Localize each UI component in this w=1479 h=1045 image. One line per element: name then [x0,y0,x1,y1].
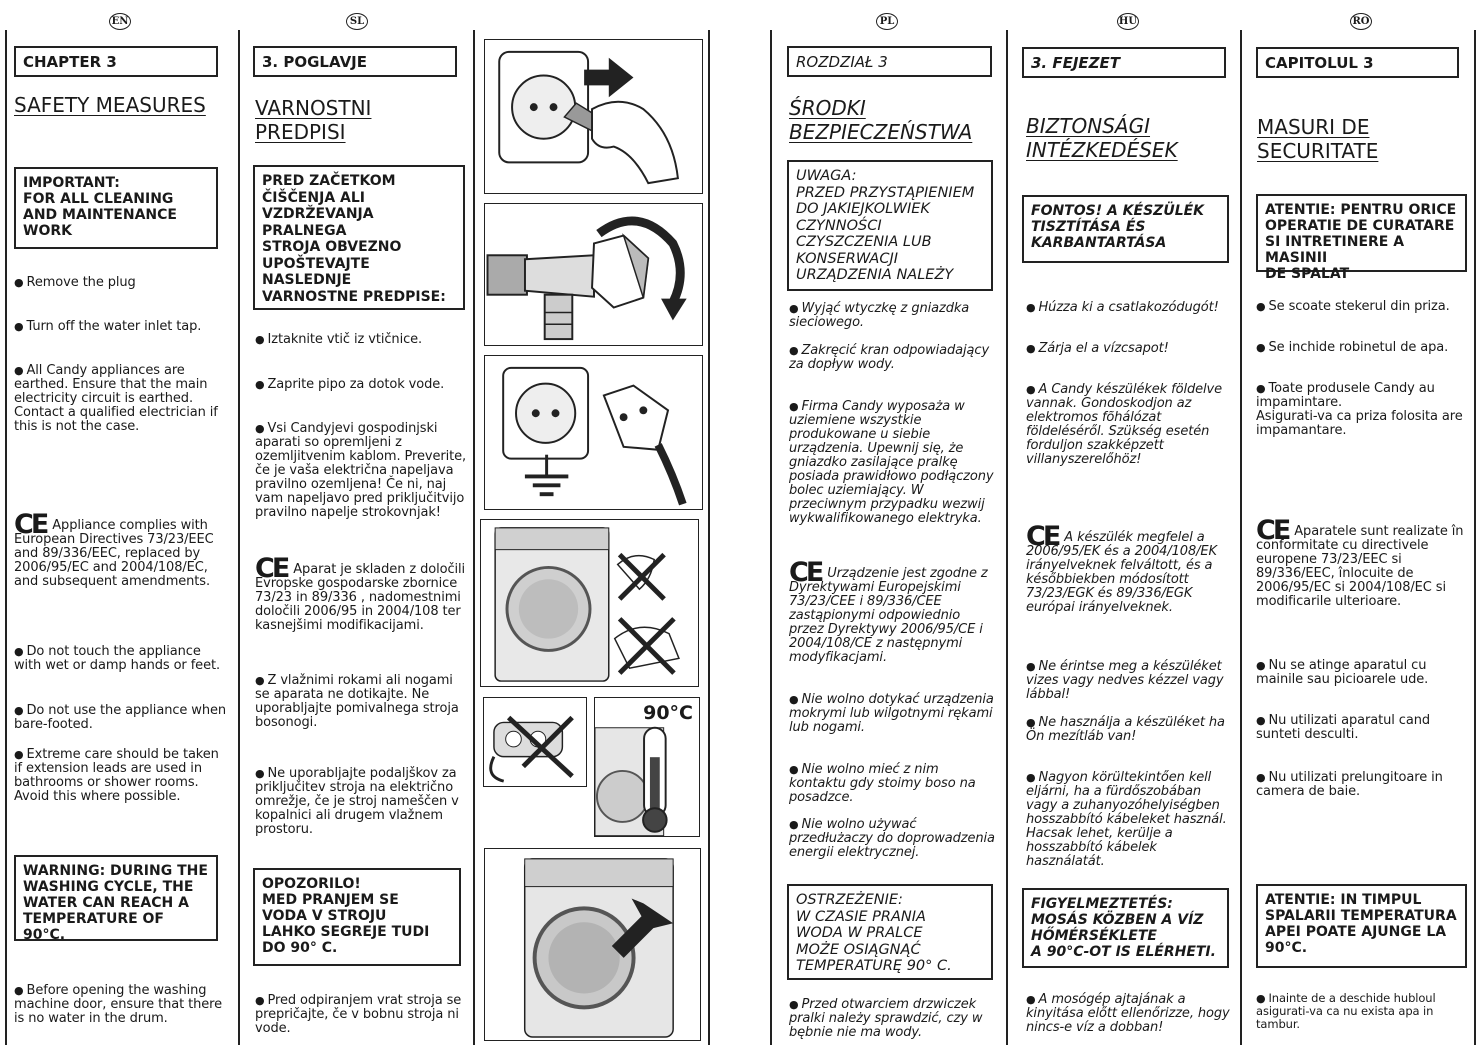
chapter-heading: CHAPTER 3 [14,46,218,77]
temperature-label: 90°C [643,702,693,724]
list-item: ● Nagyon körültekintően kell eljárni, ha a fürdőszobában vagy a zuhanyozóhelyiségben hosszabbító kábeleket használ. Hacsak lehet, kerülje a hosszabbító kábelek használatát. [1026,770,1227,869]
section-title: ŚRODKI BEZPIECZEŃSTWA [789,96,973,144]
thermometer-90-icon [594,697,700,837]
important-box: PRED ZAČETKOM ČIŠČENJA ALI VZDRŽEVANJA PRALNEGA STROJA OBVEZNO UPOŠTEVAJTE NASLEDNJE VARNOSTNE PREDPISE: [253,165,465,310]
earthed-socket-icon [484,355,703,510]
list-item: ● Wyjąć wtyczkę z gniazdka sieciowego. [789,301,970,330]
ce-mark-icon: CE [14,509,47,540]
list-item: ● Húzza ki a csatlakozódugót! [1026,300,1219,315]
list-item: ● Iztaknite vtič iz vtičnice. [255,332,423,347]
divider-line [473,30,475,1045]
list-item: ● Extreme care should be taken if extension leads are used in bathrooms or shower rooms. Avoid this where possible. [14,747,219,804]
section-title: MASURI DE SECURITATE [1257,115,1379,163]
water-tap-icon [484,203,703,346]
list-item: ● A Candy készülékek földelve vannak. Gondoskodjon az elektromos fõhálózat földeléséről. Szükség esetén forduljon szakképzett villanyszerelőhöz! [1026,382,1223,467]
list-item: ● Nie wolno dotykać urządzenia mokrymi lub wilgotnymi rękami lub nogami. [789,692,994,735]
list-item: ● Do not touch the appliance with wet or damp hands or feet. [14,644,221,673]
important-box: FONTOS! A KÉSZÜLÉK TISZTÍTÁSA ÉS KARBANTARTÁSA [1022,195,1229,263]
no-wet-hands-icon [480,519,699,687]
list-item: ● Ne érintse meg a készüléket vizes vagy nedves kézzel vagy lábbal! [1026,659,1224,702]
list-item: CE Appliance complies with European Directives 73/23/EEC and 89/336/EEC, replaced by 2006/95/EC and 2004/108/EC, and subsequent amendments. [14,509,214,589]
list-item: ● All Candy appliances are earthed. Ensure that the main electricity circuit is earthed. Contact a qualified electrician if this is not the case. [14,363,218,434]
divider-line [1474,30,1476,1045]
chapter-heading: 3. FEJEZET [1022,47,1226,78]
divider-line [5,30,7,1045]
list-item: ● A mosógép ajtajának a kinyitása előtt ellenőrizze, hogy nincs-e víz a dobban! [1026,992,1230,1035]
important-box: IMPORTANT: FOR ALL CLEANING AND MAINTENANCE WORK [14,167,218,249]
list-item: ● Przed otwarciem drzwiczek pralki należy sprawdzić, czy w bębnie nie ma wody. [789,997,983,1040]
list-item: ● Nu utilizati aparatul cand sunteti desculti. [1256,713,1430,742]
list-item: CE A készülék megfelel a 2006/95/EK és a 2004/108/EK irányelveknek felváltott, és a későbbiekben módosított 73/23/EGK és 89/336/EGK európai irányelveknek. [1026,521,1217,615]
important-box: UWAGA: PRZED PRZYSTĄPIENIEM DO JAKIEJKOLWIEK CZYNNOŚCI CZYSZCZENIA LUB KONSERWACJI URZĄDZENIA NALEŻY [787,160,993,291]
divider-line [708,30,710,1045]
list-item: ● Vsi Candyjevi gospodinjski aparati so opremljeni z ozemljitvenim kablom. Preverite, če je vaša električna napeljava pravilno ozemljena! Če ni, naj vam napeljavo pred priključitvijo pravilno napelje strokovnjak! [255,421,467,520]
divider-line [238,30,240,1045]
chapter-heading: ROZDZIAŁ 3 [787,46,992,77]
list-item: ● Do not use the appliance when bare-footed. [14,703,227,732]
divider-line [1240,30,1242,1045]
list-item: ● Firma Candy wyposaża w uziemiene wszystkie produkowane u siebie urządzenia. Upewnij się, że gniazdko zasilające pralkę posiada prawidłowo podłączony bolec uziemiający. W przeciwnym przypadku wezwij wykwalifikowanego elektryka. [789,399,994,526]
chapter-heading: 3. POGLAVJE [253,46,457,77]
divider-line [770,30,772,1045]
ce-mark-icon: CE [789,557,822,588]
list-item: ● Nu utilizati prelungitoare in camera de baie. [1256,770,1443,799]
language-badge-sl: SL [342,10,372,32]
language-badge-en: EN [105,10,135,32]
list-item: CE Aparat je skladen z določili Evropske gospodarske zbornice 73/23 in 89/336 , nadomestnimi določili 2006/95 in 2004/108 ter kasnejšimi modifikacijami. [255,553,466,633]
unplug-plug-icon [484,39,703,194]
warning-box: OSTRZEŻENIE: W CZASIE PRANIA WODA W PRALCE MOŻE OSIĄGNĄĆ TEMPERATURĘ 90° C. [787,884,993,980]
list-item: CE Urządzenie jest zgodne z Dyrektywami Europejskimi 73/23/CEE i 89/336/CEE zastąpionymi odpowiednio przez Dyrektywy 2006/95/CE i 2004/108/CE z następnymi modyfikacjami. [789,557,988,665]
warning-box: FIGYELMEZTETÉS: MOSÁS KÖZBEN A VÍZ HŐMÉRSÉKLETE A 90°C-OT IS ELÉRHETI. [1022,888,1229,968]
list-item: ● Z vlažnimi rokami ali nogami se aparata ne dotikajte. Ne uporabljajte pomivalnega stroja bosonogi. [255,673,459,730]
ce-mark-icon: CE [1026,521,1059,552]
section-title: BIZTONSÁGI INTÉZKEDÉSEK [1026,114,1178,162]
list-item: ● Remove the plug [14,275,136,290]
language-badge-ro: RO [1346,10,1376,32]
list-item: ● Ne használja a készüléket ha Ön mezítláb van! [1026,715,1225,744]
list-item: ● Se inchide robinetul de apa. [1256,340,1449,355]
warning-box: OPOZORILO! MED PRANJEM SE VODA V STROJU LAHKO SEGREJE TUDI DO 90° C. [253,868,461,966]
chapter-heading: CAPITOLUL 3 [1256,47,1459,78]
list-item: ● Nie wolno używać przedłużaczy do doprowadzenia energii elektrycznej. [789,817,995,860]
list-item: ● Ne uporabljajte podaljškov za priključitev stroja na električno omrežje, če je stroj nameščen v kopalnici ali drugem vlažnem prostoru. [255,766,459,837]
list-item: ● Zárja el a vízcsapot! [1026,341,1169,356]
list-item: ● Zaprite pipo za dotok vode. [255,377,445,392]
section-title: VARNOSTNI PREDPISI [255,96,372,144]
divider-line [1006,30,1008,1045]
language-badge-pl: PL [872,10,902,32]
no-extension-icon [483,697,587,787]
list-item: ● Nu se atinge aparatul cu mainile sau picioarele ude. [1256,658,1429,687]
warning-box: WARNING: DURING THE WASHING CYCLE, THE WATER CAN REACH A TEMPERATURE OF 90°C. [14,855,218,941]
list-item: ● Turn off the water inlet tap. [14,319,202,334]
list-item: ● Inainte de a deschide hubloul asigurati-va ca nu exista apa in tambur. [1256,991,1436,1031]
list-item: ● Toate produsele Candy au impamintare. Asigurati-va ca priza folosita are impamantare. [1256,381,1463,438]
section-title: SAFETY MEASURES [14,93,206,117]
list-item: ● Pred odpiranjem vrat stroja se prepričajte, če v bobnu stroja ni vode. [255,993,462,1036]
list-item: ● Before opening the washing machine door, ensure that there is no water in the drum. [14,983,223,1026]
warning-box: ATENTIE: IN TIMPUL SPALARII TEMPERATURA APEI POATE AJUNGE LA 90°C. [1256,884,1467,968]
list-item: CE Aparatele sunt realizate în conformitate cu directivele europene 73/23/EEC si 89/336/EEC, înlocuite de 2006/95/EC si 2004/108/EC si modificarile ulterioare. [1256,515,1464,609]
ce-mark-icon: CE [255,553,288,584]
list-item: ● Nie wolno mieć z nim kontaktu gdy stoimy boso na posadzce. [789,762,976,805]
list-item: ● Zakręcić kran odpowiadający za dopływ wody. [789,343,990,372]
check-drum-icon [484,848,701,1041]
ce-mark-icon: CE [1256,515,1289,546]
list-item: ● Se scoate stekerul din priza. [1256,299,1450,314]
language-badge-hu: HU [1113,10,1143,32]
important-box: ATENTIE: PENTRU ORICE OPERATIE DE CURATARE SI INTRETINERE A MASINII DE SPALAT [1256,194,1467,272]
